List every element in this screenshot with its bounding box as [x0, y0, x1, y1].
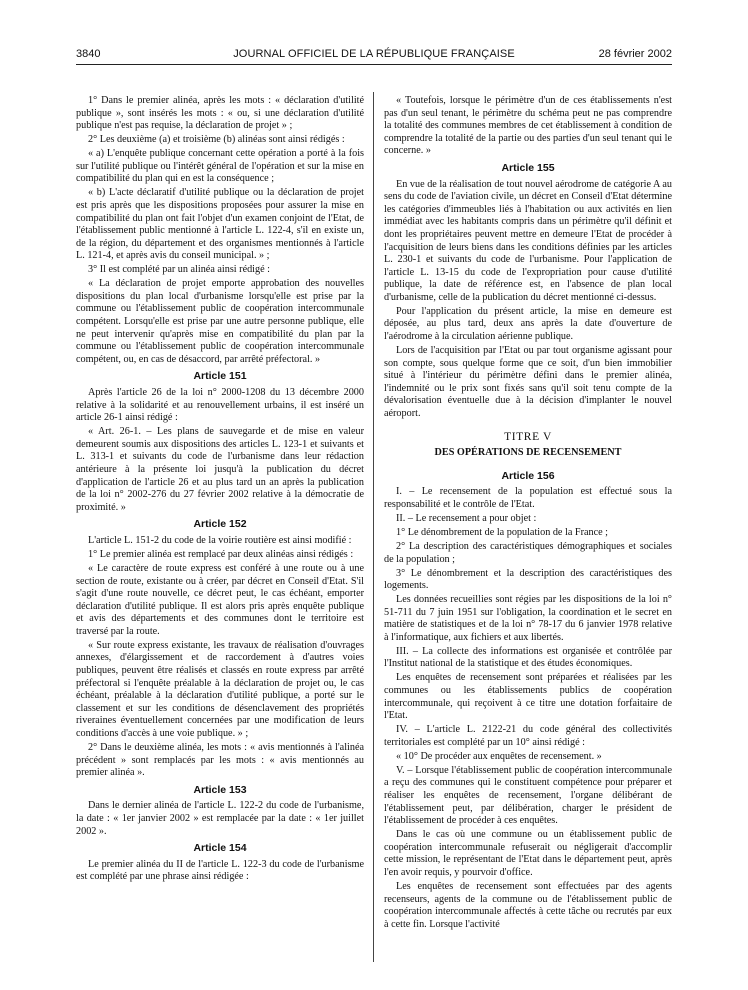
paragraph: IV. – L'article L. 2122-21 du code général des collectivités territoriales est complété par un 10° ainsi rédigé : [384, 724, 672, 748]
header-rule [76, 64, 672, 65]
paragraph: « Toutefois, lorsque le périmètre d'un de ces établissements n'est pas d'un seul tenant, le périmètre du schéma peut ne pas comprendre la totalité des communes membres de cet établissement à condition de comprendre la totalité de la partie ou des parties d'un seul tenant qui le concerne. » [384, 95, 672, 157]
publication-date: 28 février 2002 [598, 48, 672, 60]
paragraph: I. – Le recensement de la population est effectué sous la responsabilité et le contrôle de l'Etat. [384, 486, 672, 510]
paragraph: « La déclaration de projet emporte approbation des nouvelles dispositions du plan local d'urbanisme lorsqu'elle est prise par la commune ou l'établissement public de coopération intercommunale compétent. Lorsqu'elle est prise par une autre personne publique, elle ne peut intervenir qu'après mise en compatibilité du plan par la commune ou l'établissement public de coopération intercommunale compétent, ou, en cas de désaccord, par arrêté préfectoral. » [76, 278, 364, 365]
article-heading: Article 154 [193, 842, 247, 855]
journal-title: JOURNAL OFFICIEL DE LA RÉPUBLIQUE FRANÇAISE [233, 48, 515, 60]
page-number: 3840 [76, 48, 101, 60]
paragraph: V. – Lorsque l'établissement public de coopération intercommunale a reçu des communes qui le constituent compétence pour préparer et réaliser les enquêtes de recensement, l'organe délibérant de l'établissement peut, par délibération, charger le président de l'établissement de procéder à ces enquêtes. [384, 764, 672, 827]
left-column [76, 95, 364, 885]
paragraph: Dans le dernier alinéa de l'article L. 122-2 du code de l'urbanisme, la date : « 1er janvier 2002 » est remplacée par la date : « 1er juillet 2002 ». [76, 800, 364, 837]
paragraph: 1° Le dénombrement de la population de la France ; [396, 526, 608, 538]
paragraph: Les enquêtes de recensement sont effectuées par des agents recenseurs, agents de la commune ou de l'établissement public de coopération intercommunale affectés à cette tâche ou recrutés par eux à cette fin. Lorsque l'activité [384, 880, 672, 930]
paragraph: L'article L. 151-2 du code de la voirie routière est ainsi modifié : [88, 534, 352, 546]
paragraph: 1° Le premier alinéa est remplacé par deux alinéas ainsi rédigés : [88, 548, 354, 560]
column-divider [373, 92, 374, 962]
paragraph: 2° La description des caractéristiques démographiques et sociales de la population ; [384, 540, 672, 565]
right-column [384, 95, 672, 933]
title-heading: TITRE V [504, 430, 552, 443]
paragraph: 2° Les deuxième (a) et troisième (b) alinéas sont ainsi rédigés : [88, 134, 345, 146]
paragraph: « 10° De procéder aux enquêtes de recensement. » [396, 750, 602, 762]
paragraph: Dans le cas où une commune ou un établissement public de coopération intercommunale refuserait ou négligerait d'accomplir cette mission, le représentant de l'Etat dans le département peut, après l'en avoir requis, y pourvoir d'office. [384, 829, 672, 878]
paragraph: Après l'article 26 de la loi n° 2000-1208 du 13 décembre 2000 relative à la solidarité et au renouvellement urbains, il est inséré un article 26-1 ainsi rédigé : [76, 387, 364, 424]
paragraph: « Sur route express existante, les travaux de réalisation d'ouvrages annexes, d'élargissement et de raccordement à d'autres voies publiques, peuvent être réalisés et classés en route express par arrêté préfectoral si l'enquête préalable à la déclaration de projet ou, le cas échéant, préalable à la déclaration d'utilité publique, a porté sur le classement et sur les conditions de désenclavement des propriétés riveraines éventuellement concernées par une modification de leurs conditions d'accès à une voie publique. » ; [76, 639, 364, 740]
article-heading: Article 151 [193, 370, 247, 383]
paragraph: « a) L'enquête publique concernant cette opération a porté à la fois sur l'utilité publique ou l'intérêt général de l'opération et sur la mise en compatibilité du plan qui en est la conséquence ; [76, 148, 364, 185]
paragraph: 1° Dans le premier alinéa, après les mots : « déclaration d'utilité publique », sont insérés les mots : « ou, si une déclaration d'utilité publique n'est pas requise, la déclaration de projet » ; [76, 95, 364, 132]
paragraph: 3° Il est complété par un alinéa ainsi rédigé : [88, 264, 271, 276]
article-heading: Article 153 [193, 783, 247, 796]
paragraph: II. – Le recensement a pour objet : [396, 512, 537, 524]
article-heading: Article 155 [501, 161, 555, 174]
paragraph: III. – La collecte des informations est organisée et contrôlée par l'Institut national de la statistique et des études économiques. [384, 645, 672, 670]
paragraph: « Le caractère de route express est conféré à une route ou à une section de route, existante ou à créer, par décret en Conseil d'Etat. S'il s'agit d'une route nouvelle, ce décret peut, le cas échéant, emporter déclaration d'utilité publique. Il est alors pris après enquête publique et avis des départements et des communes dont le territoire est traversé par la route. [76, 562, 364, 637]
paragraph: 2° Dans le deuxième alinéa, les mots : « avis mentionnés à l'alinéa précédent » sont remplacés par les mots : « avis mentionnés au premier alinéa ». [76, 742, 364, 779]
article-heading: Article 156 [501, 469, 555, 482]
paragraph: « b) L'acte déclaratif d'utilité publique ou la déclaration de projet est pris après que les dispositions proposées pour assurer la mise en compatibilité du plan ont fait l'objet d'un examen conjoint de l'Etat, de l'établissement public mentionné à l'article L. 122-4, s'il en existe un, de la région, du département et des organismes mentionnés à l'article L. 121-4, et après avis du conseil municipal. » ; [76, 187, 364, 262]
paragraph: Le premier alinéa du II de l'article L. 122-3 du code de l'urbanisme est complété par une phrase ainsi rédigée : [76, 858, 364, 883]
article-heading: Article 152 [193, 518, 247, 531]
paragraph: « Art. 26-1. – Les plans de sauvegarde et de mise en valeur demeurent soumis aux dispositions des articles L. 123-1 et suivants et L. 313-1 et suivants du code de l'urbanisme dans leur rédaction antérieure à la présente loi jusqu'à la publication du décret d'application de l'article 26 et au plus tard un an après la publication de la loi n° 2002-276 du 27 février 2002 relative à la démocratie de proximité. » [76, 426, 364, 513]
paragraph: En vue de la réalisation de tout nouvel aérodrome de catégorie A au sens du code de l'aviation civile, un décret en Conseil d'Etat détermine les catégories d'immeubles liés à l'habitation ou aux activités en lien immédiat avec les habitants compris dans un périmètre qu'il définit et dont les propriétaires peuvent mettre en demeure l'Etat de procéder à l'acquisition de leurs biens dans les conditions définies par les articles L. 230-1 et suivants du code de l'urbanisme. Pour l'application de l'article L. 13-15 du code de l'expropriation pour cause d'utilité publique, la date de référence est, en l'absence de plan local d'urbanisme, celle de la publication du décret mentionné ci-dessus. [384, 178, 672, 303]
paragraph: Lors de l'acquisition par l'Etat ou par tout organisme agissant pour son compte, sous quelque forme que ce soit, d'un bien immobilier situé à l'intérieur du périmètre défini dans le premier alinéa, l'indemnité ou le prix sont fixés sans qu'il soit tenu compte de la dévalorisation éventuelle due à la décision d'implanter le nouvel aéroport. [384, 345, 672, 420]
paragraph: Les enquêtes de recensement sont préparées et réalisées par les communes ou les établissements publics de coopération intercommunale, qui reçoivent à ce titre une dotation forfaitaire de l'Etat. [384, 672, 672, 722]
page-header [76, 47, 672, 65]
paragraph: 3° Le dénombrement et la description des caractéristiques des logements. [384, 567, 672, 592]
paragraph: Pour l'application du présent article, la mise en demeure est déposée, au plus tard, deux ans après la date d'ouverture de l'aérodrome à la circulation aérienne publique. [384, 305, 672, 343]
paragraph: Les données recueillies sont régies par les dispositions de la loi n° 51-711 du 7 juin 1951 sur l'obligation, la coordination et le secret en matière de statistiques et de la loi n° 78-17 du 6 janvier 1978 relative à l'informatique, aux fichiers et aux libertés. [384, 594, 672, 643]
title-subheading: DES OPÉRATIONS DE RECENSEMENT [434, 447, 622, 459]
